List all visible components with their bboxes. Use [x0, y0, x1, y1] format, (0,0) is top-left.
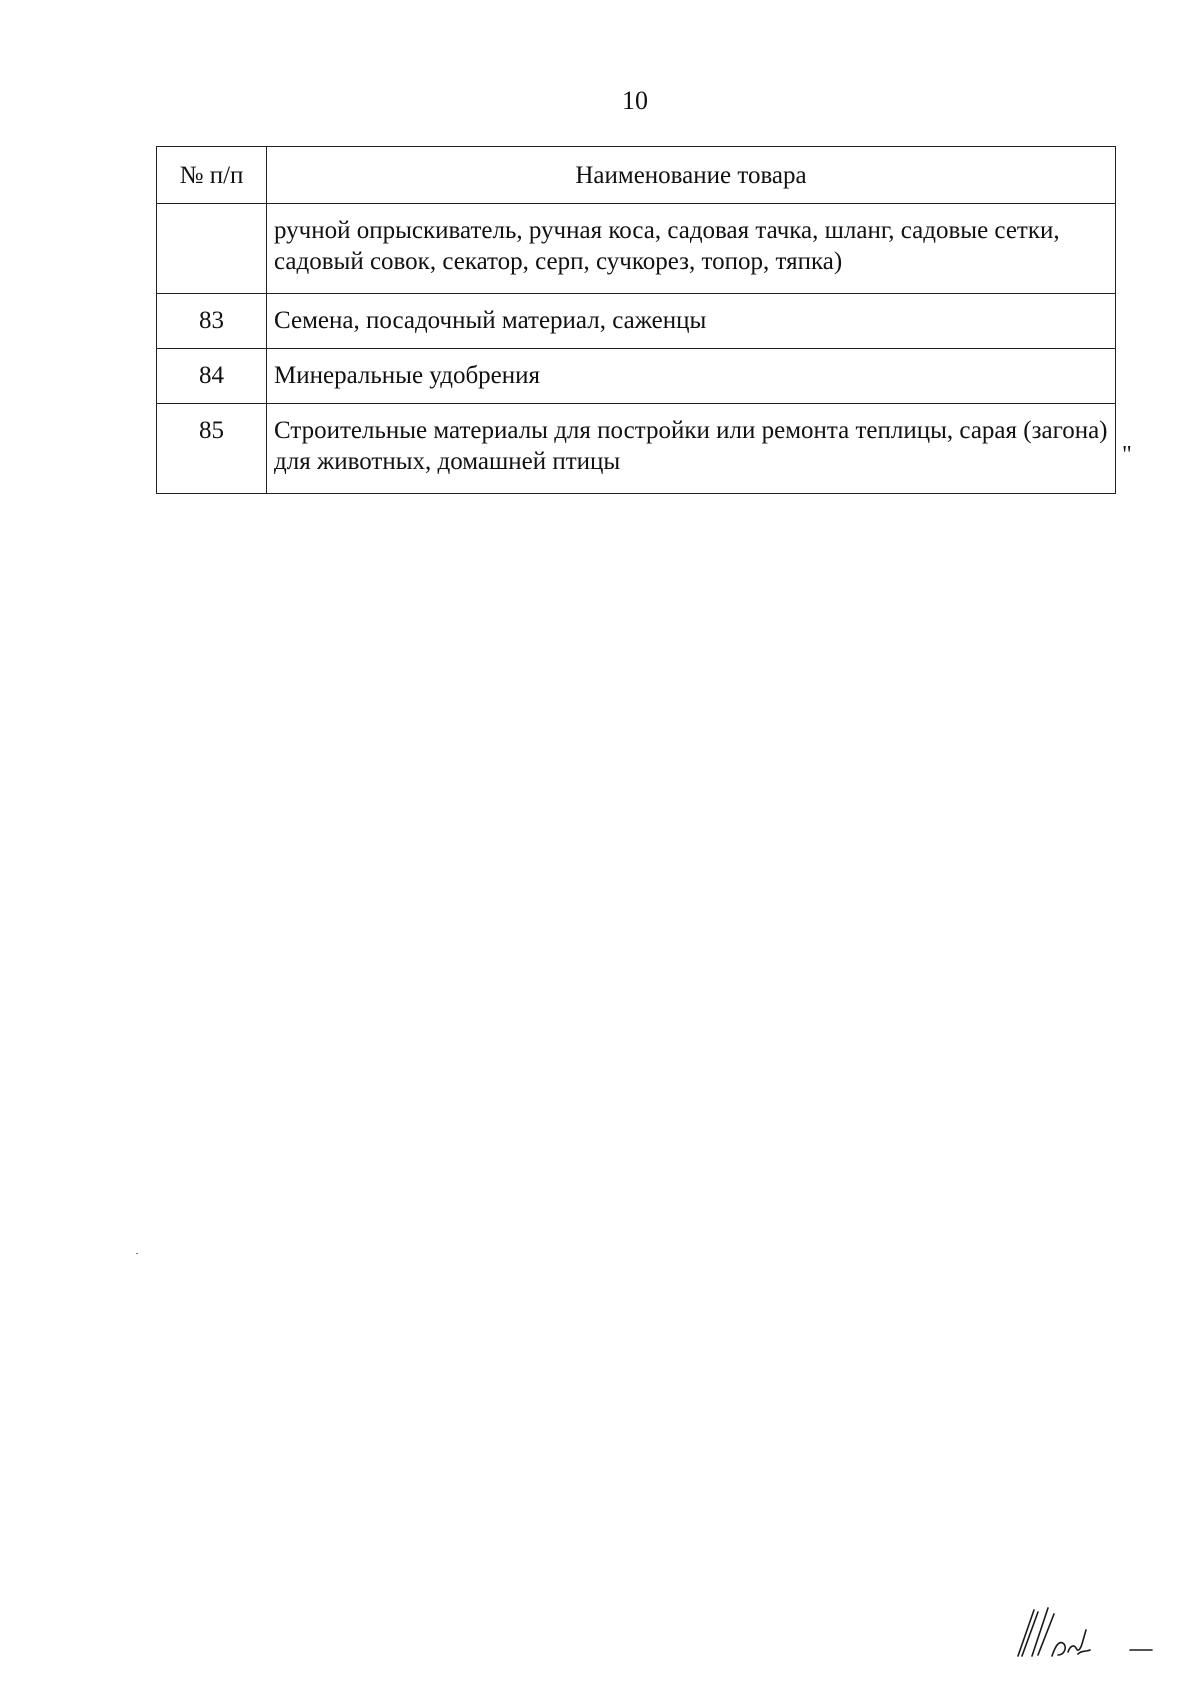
table-header-row — [157, 147, 1116, 204]
table-row — [157, 404, 1116, 494]
row-name: Семена, посадочный материал, саженцы — [267, 294, 1116, 349]
page-number: 10 — [622, 86, 648, 115]
header-name: Наименование товара — [267, 147, 1116, 204]
goods-table — [156, 146, 1116, 494]
scan-artifact-dot — [136, 1253, 138, 1254]
signature-icon — [1012, 1600, 1172, 1660]
row-number: 84 — [157, 349, 267, 404]
header-number: № п/п — [157, 147, 267, 204]
row-name: Строительные материалы для постройки или ремонта теплицы, сарая (загона) для животных, домашней птицы — [267, 404, 1116, 494]
row-number — [157, 204, 267, 294]
closing-quote-mark: " — [1122, 442, 1132, 468]
row-name: Минеральные удобрения — [267, 349, 1116, 404]
table-row — [157, 294, 1116, 349]
table-row — [157, 349, 1116, 404]
row-number: 85 — [157, 404, 267, 494]
row-name: ручной опрыскиватель, ручная коса, садовая тачка, шланг, садовые сетки, садовый совок, секатор, серп, сучкорез, топор, тяпка) — [267, 204, 1116, 294]
row-number: 83 — [157, 294, 267, 349]
table-row — [157, 204, 1116, 294]
